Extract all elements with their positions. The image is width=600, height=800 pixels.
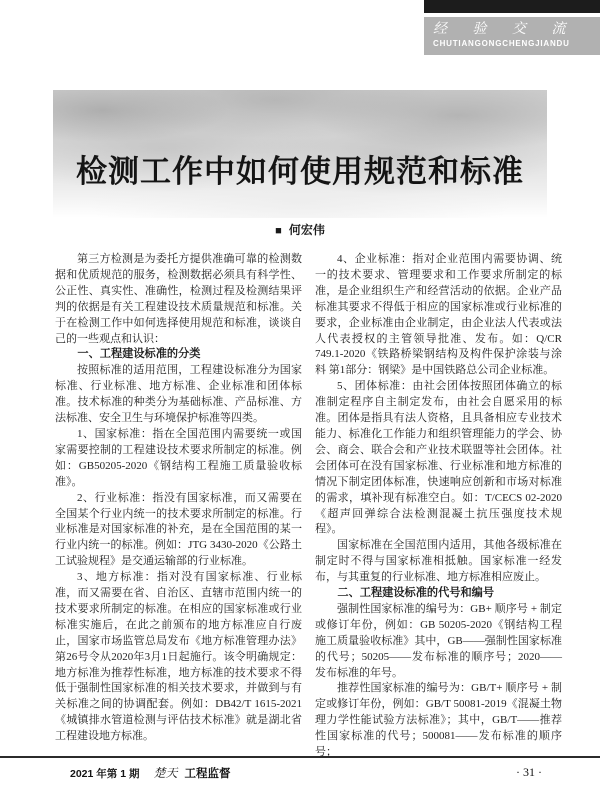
paragraph-recommended-numbering: 推荐性国家标准的编号为：GB/T+ 顺序号 + 制定或修订年份，例如：GB/T 50081-2019《混凝土物理力学性能试验方法标准》；其中，GB/T——推荐性国家标准的代号；500081——发布标准的顺序号； <box>315 682 562 759</box>
masthead-top-bar <box>424 0 600 13</box>
footer-divider <box>0 756 600 758</box>
section-label: 经 验 交 流 <box>433 22 577 37</box>
footer-issue-group <box>70 764 230 782</box>
right-column <box>315 252 562 761</box>
issue-label: 2021 年第 1 期 <box>70 768 140 780</box>
paragraph-intro: 第三方检测是为委托方提供准确可靠的检测数据和优质规范的服务，检测数据必须具有科学性、公正性、真实性、准确性，检测过程及检测结果评判的依据是有关工程建设技术质量规范和标准。关于在检测工作中如何选择使用规范和标准，谈谈自己的一些观点和认识： <box>55 253 302 345</box>
paragraph-mandatory-numbering: 强制性国家标准的编号为：GB+ 顺序号 + 制定或修订年份，例如：GB 50205-2020《钢结构工程施工质量验收标准》其中，GB——强制性国家标准的代号；50205——发布标准的顺序号；2020——发布标准的年号。 <box>315 602 562 679</box>
author-marker-icon: ■ <box>275 225 282 237</box>
paragraph-local-standard: 3、地方标准：指对没有国家标准、行业标准，而又需要在省、自治区、直辖市范围内统一的技术要求所制定的标准。在相应的国家标准或行业标准实施后，在此之前颁布的地方标准应自行废止，国家市场监管总局发布《地方标准管理办法》第26号令从2020年3月1日起施行。该令明确规定：地方标准为推荐性标准，地方标准的技术要求不得低于强制性国家标准的相关技术要求，并做到与有关标准之间的协调配套。例如：DB42/T 1615-2021《城镇排水管道检测与评估技术标准》就是湖北省工程建设地方标准。 <box>55 571 302 743</box>
title-banner <box>53 90 547 218</box>
paragraph-industry-standard: 2、行业标准：指没有国家标准，而又需要在全国某个行业内统一的技术要求所制定的标准。行业标准是对国家标准的补充，是在全国范围的某一行业内统一的标准。例如：JTG 3430-2020《公路土工试验规程》是交通运输部的行业标准。 <box>55 491 302 568</box>
section-label-romanized: CHUTIANGONGCHENGJIANDU <box>433 39 570 48</box>
paragraph-group-standard: 5、团体标准：由社会团体按照团体确立的标准制定程序自主制定发布，由社会自愿采用的标准。团体是指具有法人资格，且具备相应专业技术能力、标准化工作能力和组织管理能力的学会、协会、商会、联合会和产业技术联盟等社会团体。社会团体可在没有国家标准、行业标准和地方标准的情况下制定团体标准，快速响应创新和市场对标准的需求，填补现有标准空白。如：T/CECS 02-2020《超声回弹综合法检测混凝土抗压强度技术规程》。 <box>315 380 562 536</box>
left-column <box>55 252 302 761</box>
article-title: 检测工作中如何使用规范和标准 <box>76 154 524 189</box>
paragraph-standard-precedence: 国家标准在全国范围内适用，其他各级标准在制定时不得与国家标准相抵触。国家标准一经发布，与其重复的行业标准、地方标准相应废止。 <box>315 539 562 584</box>
paragraph-national-standard: 1、国家标准：指在全国范围内需要统一或国家需要控制的工程建设技术要求所制定的标准。例如：GB50205-2020《钢结构工程施工质量验收标准》。 <box>55 427 302 488</box>
section-tab <box>424 17 600 55</box>
heading-section-1: 一、工程建设标准的分类 <box>77 348 201 361</box>
paragraph-classification: 按照标准的适用范围，工程建设标准分为国家标准、行业标准、地方标准、企业标准和团体标准。技术标准的种类分为基础标准、产品标准、方法标准、安全卫生与环境保护标准等四类。 <box>55 364 302 425</box>
paragraph-enterprise-standard: 4、企业标准：指对企业范围内需要协调、统一的技术要求、管理要求和工作要求所制定的标准，是企业组织生产和经营活动的依据。企业产品标准其要求不得低于相应的国家标准或行业标准的要求，企业标准由企业制定，由企业法人代表或法人代表授权的主管领导批准、发布。如：Q/CR 749.1-2020《铁路桥梁钢结构及构件保护涂装与涂料 第1部分：钢梁》是中国铁路总公司企业标准。 <box>315 253 562 377</box>
heading-section-2: 二、工程建设标准的代号和编号 <box>337 587 495 600</box>
author-line <box>0 221 600 238</box>
journal-logo-script: 楚天 <box>153 766 178 780</box>
journal-name: 工程监督 <box>184 768 231 780</box>
page-number: · 31 · <box>516 765 542 779</box>
page-footer <box>0 764 600 788</box>
article-body <box>55 252 562 761</box>
author-name: 何宏伟 <box>288 223 325 237</box>
